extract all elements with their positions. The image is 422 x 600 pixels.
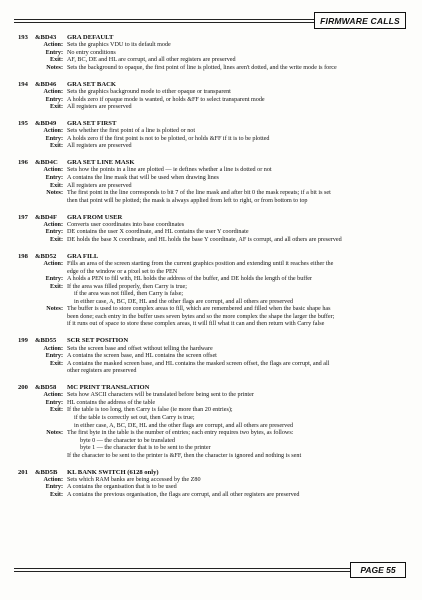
call-name: MC PRINT TRANSLATION: [67, 384, 150, 392]
entry-text: DE contains the user X coordinate, and HL contains the user Y coordinate: [67, 229, 249, 236]
entry-text: A contains the screen base, and HL contains the screen offset: [67, 353, 217, 360]
exit-label: Exit:: [50, 182, 63, 189]
exit-text: if the area was not filled, then Carry is false;: [74, 291, 184, 298]
call-address: &BD43: [35, 34, 57, 41]
exit-continuation: [18, 415, 410, 423]
notes-text: byte 0 — the character to be translated: [80, 437, 175, 444]
firmware-call-list: [18, 34, 410, 508]
call-number: 200: [18, 384, 28, 392]
action-text: Sets the graphics VDU to its default mode: [67, 42, 171, 49]
exit-continuation: [18, 291, 410, 299]
notes-continuation: [18, 453, 410, 461]
notes-text: The first byte in the table is the number of entries; each entry requires two bytes, as follows:: [67, 430, 294, 437]
call-address: &BD4C: [35, 159, 58, 167]
entry-text: A holds a PEN to fill with, HL holds the address of the buffer, and DE holds the length of the buffer: [67, 276, 313, 283]
exit-text: A contains the previous organisation, the flags are corrupt, and all other registers are preserved: [67, 491, 300, 498]
entry-label: Entry:: [45, 484, 63, 491]
call-name: GRA SET FIRST: [67, 120, 117, 128]
call-entry-201: [18, 469, 410, 500]
header-rule-bottom: [14, 22, 314, 23]
call-address: &BD5B: [35, 468, 58, 476]
entry-row: [18, 97, 410, 105]
exit-label: Exit:: [50, 57, 63, 64]
action-row: [18, 346, 410, 354]
exit-text: if the table is correctly set out, then Carry is true;: [74, 414, 195, 421]
exit-row: [18, 492, 410, 500]
notes-text: If the character to be sent to the printer is &FF, then the character is ignored and nothing is sent: [67, 452, 302, 459]
action-text: Fills an area of the screen starting from the current graphics position and extending until it reaches either the: [67, 261, 334, 268]
call-heading: [18, 34, 410, 42]
exit-continuation: [18, 368, 410, 376]
action-label: Action:: [43, 476, 63, 483]
action-row: [18, 261, 410, 269]
notes-text: The first point in the line corresponds to bit 7 of the line mask and after bit 0 the mask repeats; if a bit is set: [67, 190, 331, 197]
exit-text: All registers are preserved: [67, 143, 132, 150]
exit-row: [18, 143, 410, 151]
section-title: FIRMWARE CALLS: [320, 15, 400, 26]
notes-label: Notes:: [46, 430, 63, 437]
exit-row: [18, 407, 410, 415]
call-number: 197: [18, 213, 28, 221]
exit-label: Exit:: [50, 360, 63, 367]
exit-text: DE holds the base X coordinate, and HL holds the base Y coordinate, AF is corrupt, and all others are preserved: [67, 236, 342, 243]
action-label: Action:: [43, 345, 63, 352]
notes-text: byte 1 — the character that is to be sent to the printer: [80, 445, 211, 452]
call-address: &BD55: [35, 337, 57, 345]
action-continuation: [18, 269, 410, 277]
exit-row: [18, 183, 410, 191]
entry-label: Entry:: [45, 229, 63, 236]
exit-text: in either case, A, BC, DE, HL and the other flags are corrupt, and all others are preserved: [74, 422, 294, 429]
entry-row: [18, 276, 410, 284]
notes-row: [18, 430, 410, 438]
exit-label: Exit:: [50, 491, 63, 498]
action-row: [18, 42, 410, 50]
notes-continuation: [18, 198, 410, 206]
call-entry-198: [18, 253, 410, 329]
entry-row: [18, 136, 410, 144]
call-address: &BD49: [35, 120, 57, 128]
entry-label: Entry:: [45, 276, 63, 283]
call-entry-194: [18, 81, 410, 112]
call-heading: [18, 214, 410, 222]
notes-text: been done; each entry in the buffer uses seven bytes and so the more complex the shape the larger the buffer;: [67, 313, 335, 320]
entry-label: Entry:: [45, 96, 63, 103]
section-title-box: [314, 12, 406, 29]
exit-text: If the area was filled properly, then Carry is true;: [67, 283, 187, 290]
call-name: SCR SET POSITION: [67, 337, 129, 345]
action-label: Action:: [43, 261, 63, 268]
notes-text: Sets the background to opaque, the first point of line is plotted, lines aren't dotted, and the write mode is force: [67, 64, 337, 71]
notes-continuation: [18, 321, 410, 329]
entry-row: [18, 484, 410, 492]
call-name: GRA FROM USER: [67, 213, 123, 221]
action-label: Action:: [43, 88, 63, 95]
notes-continuation: [18, 445, 410, 453]
call-name: KL BANK SWITCH (6128 only): [67, 468, 159, 476]
notes-row: [18, 190, 410, 198]
call-name: GRA SET BACK: [67, 80, 116, 88]
call-number: 195: [18, 120, 28, 128]
notes-text: if it runs out of space to store these complex areas, it will fill what it can and then return with Carry false: [67, 321, 325, 328]
action-label: Action:: [43, 392, 63, 399]
exit-continuation: [18, 423, 410, 431]
entry-text: A contains the organisation that is to be used: [67, 484, 177, 491]
entry-row: [18, 353, 410, 361]
page-number-box: [350, 562, 406, 578]
exit-label: Exit:: [50, 283, 63, 290]
call-heading: [18, 253, 410, 261]
entry-text: No entry conditions: [67, 49, 116, 56]
notes-row: [18, 65, 410, 73]
footer-rule-bottom: [14, 571, 350, 572]
call-number: 198: [18, 252, 28, 260]
call-entry-196: [18, 159, 410, 205]
entry-label: Entry:: [45, 175, 63, 181]
action-text: Converts user coordinates into base coordinates: [67, 221, 185, 228]
action-text: Sets how ASCII characters will be translated before being sent to the printer: [67, 392, 254, 399]
call-entry-195: [18, 120, 410, 151]
exit-text: All registers are preserved: [67, 104, 132, 111]
exit-label: Exit:: [50, 407, 63, 414]
entry-label: Entry:: [45, 49, 63, 56]
call-number: 194: [18, 80, 28, 88]
exit-label: Exit:: [50, 143, 63, 150]
notes-row: [18, 306, 410, 314]
call-address: &BD46: [35, 80, 57, 88]
call-name: GRA FILL: [67, 252, 99, 260]
exit-text: A contains the masked screen base, and HL contains the masked screen offset, the flags are corrupt, and all: [67, 360, 330, 367]
exit-text: If the table is too long, then Carry is false (ie more than 20 entries);: [67, 407, 233, 414]
exit-label: Exit:: [50, 104, 63, 111]
notes-label: Notes:: [46, 190, 63, 197]
call-entry-197: [18, 214, 410, 245]
action-label: Action:: [43, 128, 63, 135]
call-heading: [18, 469, 410, 477]
call-heading: [18, 337, 410, 345]
call-number: 201: [18, 468, 28, 476]
entry-row: [18, 50, 410, 58]
footer-rule-top: [14, 568, 350, 569]
action-row: [18, 222, 410, 230]
call-number: 196: [18, 159, 28, 167]
action-label: Action:: [43, 42, 63, 49]
notes-continuation: [18, 438, 410, 446]
entry-row: [18, 175, 410, 183]
entry-text: A contains the line mask that will be used when drawing lines: [67, 175, 219, 181]
page-number: PAGE 55: [360, 565, 396, 575]
action-row: [18, 128, 410, 136]
exit-row: [18, 361, 410, 369]
header-rule-top: [14, 19, 314, 20]
call-address: &BD4F: [35, 213, 57, 221]
entry-text: A holds zero if opaque mode is wanted, or holds &FF to select transparent mode: [67, 96, 265, 103]
action-text: Sets whether the first point of a line is plotted or not: [67, 128, 196, 135]
exit-row: [18, 104, 410, 112]
notes-label: Notes:: [46, 64, 63, 71]
action-row: [18, 167, 410, 175]
call-entry-200: [18, 384, 410, 460]
call-heading: [18, 120, 410, 128]
call-name: GRA DEFAULT: [67, 34, 114, 41]
action-label: Action:: [43, 221, 63, 228]
entry-row: [18, 229, 410, 237]
action-text: Sets the graphics background mode to either opaque or transparent: [67, 88, 231, 95]
notes-text: then that point will be plotted; the mask is always applied from left to right, or from bottom to top: [67, 197, 308, 204]
entry-text: A holds zero if the first point is not to be plotted, or holds &FF if it is to be plotted: [67, 135, 270, 142]
action-label: Action:: [43, 167, 63, 174]
action-text: Sets which RAM banks are being accessed by the Z80: [67, 476, 201, 483]
entry-text: HL contains the address of the table: [67, 399, 156, 406]
call-address: &BD58: [35, 384, 57, 392]
action-text: Sets how the points in a line are plotted — ie defines whether a line is dotted or not: [67, 167, 272, 174]
entry-label: Entry:: [45, 399, 63, 406]
exit-row: [18, 57, 410, 65]
action-text: edge of the window or a pixel set to the PEN: [67, 268, 178, 275]
action-row: [18, 392, 410, 400]
action-row: [18, 477, 410, 485]
exit-text: All registers are preserved: [67, 182, 132, 189]
notes-label: Notes:: [46, 306, 63, 313]
exit-label: Exit:: [50, 236, 63, 243]
call-number: 193: [18, 34, 28, 41]
entry-label: Entry:: [45, 353, 63, 360]
exit-text: AF, BC, DE and HL are corrupt, and all other registers are preserved: [67, 57, 236, 64]
action-text: Sets the screen base and offset without telling the hardware: [67, 345, 213, 352]
notes-text: The buffer is used to store complex areas to fill, which are remembered and filled when the basic shape has: [67, 306, 331, 313]
call-heading: [18, 81, 410, 89]
exit-text: in either case, A, BC, DE, HL and the other flags are corrupt, and all others are preserved: [74, 298, 294, 305]
call-name: GRA SET LINE MASK: [67, 159, 135, 167]
action-row: [18, 89, 410, 97]
exit-text: other registers are preserved: [67, 368, 137, 375]
call-address: &BD52: [35, 252, 57, 260]
exit-row: [18, 237, 410, 245]
entry-label: Entry:: [45, 135, 63, 142]
call-entry-199: [18, 337, 410, 375]
call-entry-193: [18, 34, 410, 72]
call-number: 199: [18, 337, 28, 345]
